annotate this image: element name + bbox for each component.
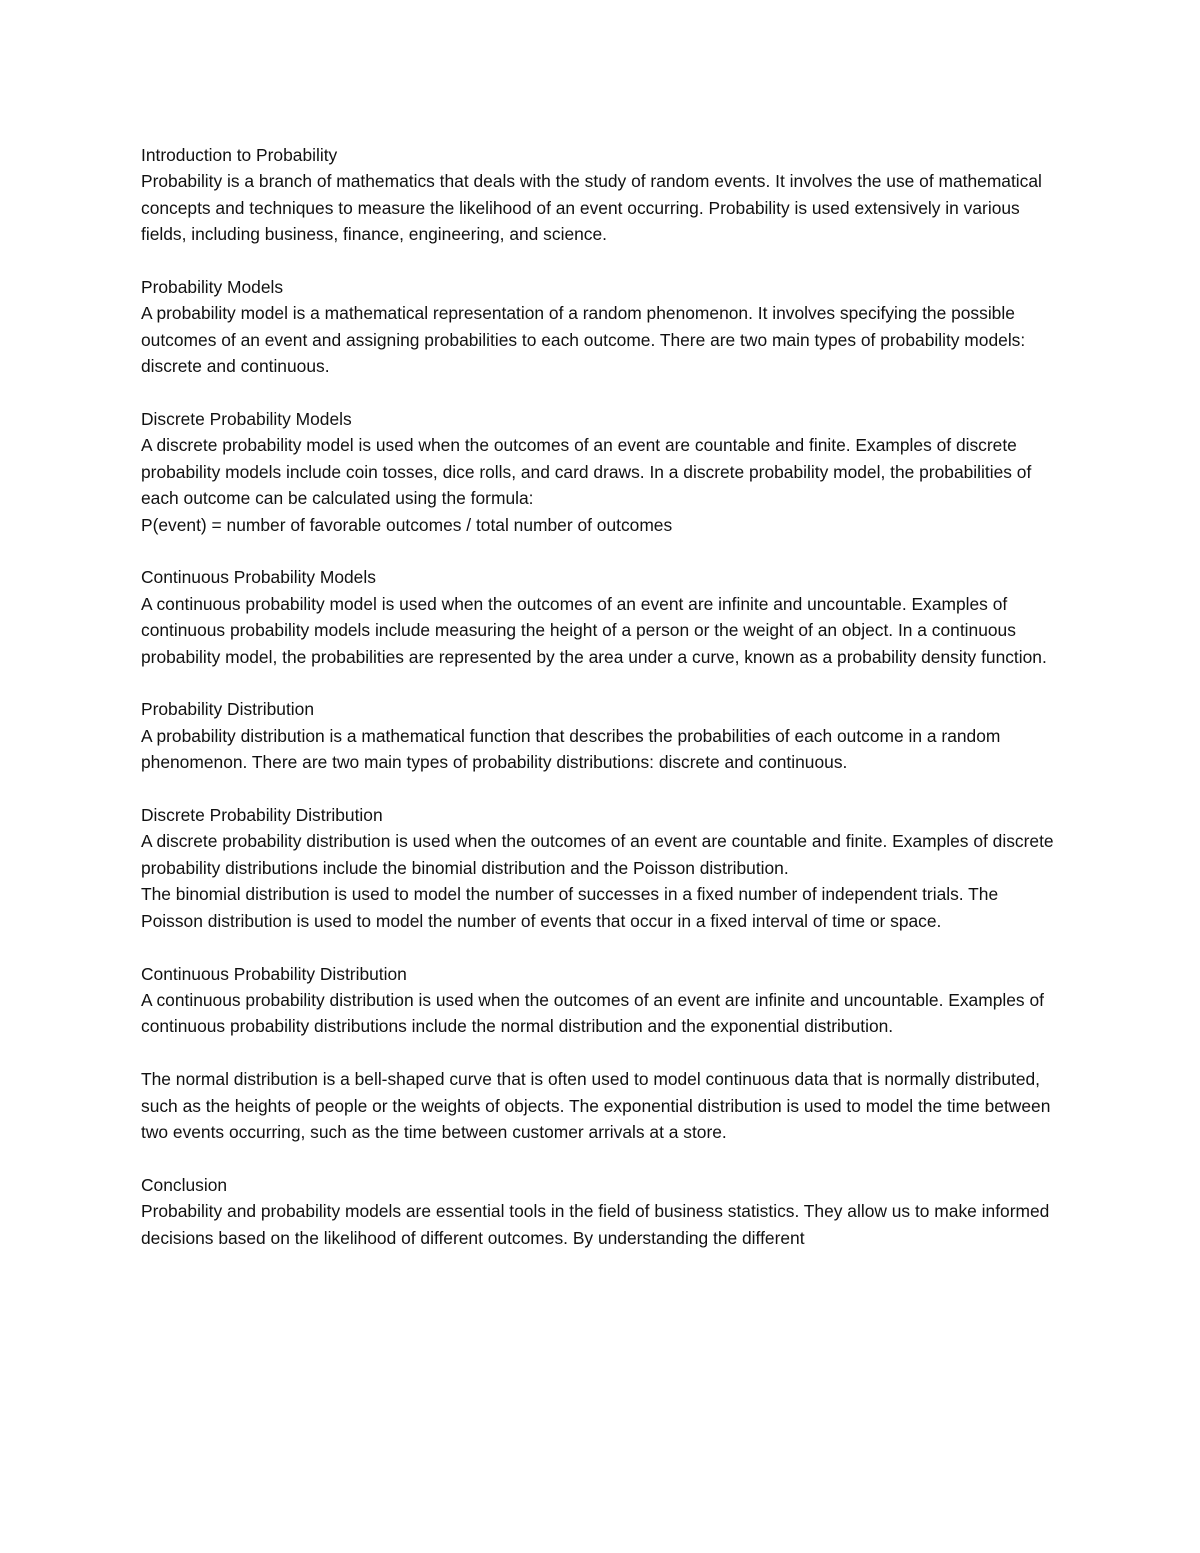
section-paragraph: A probability distribution is a mathematical function that describes the probabilities of each outcome in a random phenomenon. There are two main types of probability distributions: discrete and continuous. (141, 725, 1001, 773)
formula-line: P(event) = number of favorable outcomes / total number of outcomes (141, 514, 673, 535)
section-heading: Probability Models (141, 277, 284, 298)
section-heading: Discrete Probability Distribution (141, 805, 383, 826)
section-paragraph: Probability is a branch of mathematics that deals with the study of random events. It involves the use of mathematical concepts and techniques to measure the likelihood of an event occurring. Probability is used extensively in various fields, including business, finance, engineering, and science. (141, 171, 1042, 245)
section-discrete-models (141, 406, 1061, 538)
section-heading: Continuous Probability Distribution (141, 963, 407, 984)
document-body (141, 142, 1061, 1277)
section-heading: Introduction to Probability (141, 145, 338, 165)
section-paragraph: A discrete probability model is used when the outcomes of an event are countable and finite. Examples of discrete probability models include coin tosses, dice rolls, and card draws. In a discrete probability model, the probabilities of each outcome can be calculated using the formula: (141, 435, 1032, 509)
section-paragraph: A discrete probability distribution is used when the outcomes of an event are countable and finite. Examples of discrete probability distributions include the binomial distribution and the Poisson distribution. (141, 831, 1054, 878)
section-paragraph: A probability model is a mathematical representation of a random phenomenon. It involves specifying the possible outcomes of an event and assigning probabilities to each outcome. There are two main types of probability models: discrete and continuous. (141, 303, 1026, 377)
section-paragraph: A continuous probability distribution is used when the outcomes of an event are infinite and uncountable. Examples of continuous probability distributions include the normal distribution and the exponential distribution. (141, 989, 1044, 1037)
section-paragraph: A continuous probability model is used when the outcomes of an event are infinite and uncountable. Examples of continuous probability models include measuring the height of a person or the weight of an object. In a continuous probability model, the probabilities are represented by the area under a curve, known as a probability density function. (141, 593, 1047, 667)
section-continuous-models (141, 564, 1061, 670)
section-probability-models (141, 274, 1061, 380)
section-paragraph: The binomial distribution is used to model the number of successes in a fixed number of independent trials. The Poisson distribution is used to model the number of events that occur in a fixed interval of time or space. (141, 884, 999, 931)
section-heading: Discrete Probability Models (141, 409, 352, 430)
section-normal-exponential (141, 1066, 1061, 1145)
section-heading: Probability Distribution (141, 699, 315, 720)
section-introduction (141, 142, 1061, 248)
section-conclusion (141, 1172, 1061, 1251)
section-continuous-distribution (141, 961, 1061, 1040)
section-heading: Conclusion (141, 1174, 228, 1195)
section-heading: Continuous Probability Models (141, 567, 376, 588)
section-discrete-distribution (141, 802, 1061, 934)
section-paragraph: The normal distribution is a bell-shaped curve that is often used to model continuous data that is normally distributed, such as the heights of people or the weights of objects. The exponential distribution is used to model the time between two events occurring, such as the time between customer arrivals at a store. (141, 1069, 1051, 1142)
section-probability-distribution (141, 696, 1061, 775)
section-paragraph: Probability and probability models are essential tools in the field of business statistics. They allow us to make informed decisions based on the likelihood of different outcomes. By understanding the different (141, 1201, 1050, 1248)
